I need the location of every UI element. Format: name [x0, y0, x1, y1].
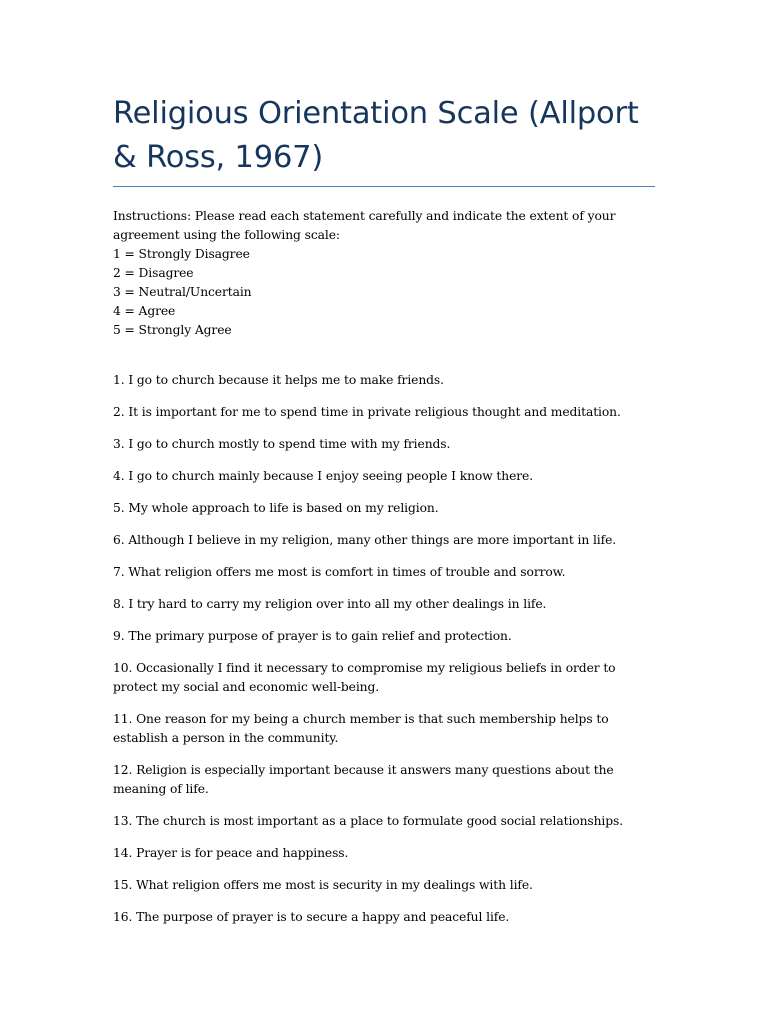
- statement-item: 9. The primary purpose of prayer is to gain relief and protection.: [113, 629, 512, 643]
- statement-item: 12. Religion is especially important because it answers many questions about the meaning of life.: [113, 763, 614, 796]
- statement-item: 11. One reason for my being a church member is that such membership helps to establish a person in the community.: [113, 712, 609, 745]
- title-underline: [113, 186, 655, 187]
- statement-item: 1. I go to church because it helps me to make friends.: [113, 373, 444, 387]
- instructions-block: [113, 207, 655, 340]
- scale-option: 4 = Agree: [113, 304, 176, 318]
- scale-option: 1 = Strongly Disagree: [113, 247, 250, 261]
- statement-item: 8. I try hard to carry my religion over into all my other dealings in life.: [113, 597, 547, 611]
- statement-item: 6. Although I believe in my religion, many other things are more important in life.: [113, 533, 617, 547]
- statement-item: 7. What religion offers me most is comfort in times of trouble and sorrow.: [113, 565, 566, 579]
- document-title: Religious Orientation Scale (Allport & Ross, 1967): [113, 96, 639, 175]
- statement-list: [113, 371, 655, 927]
- instructions-line: agreement using the following scale:: [113, 228, 340, 242]
- statement-item: 10. Occasionally I find it necessary to compromise my religious beliefs in order to protect my social and economic well-being.: [113, 661, 616, 694]
- document-page: [113, 92, 655, 940]
- statement-item: 3. I go to church mostly to spend time with my friends.: [113, 437, 451, 451]
- statement-item: 15. What religion offers me most is security in my dealings with life.: [113, 878, 533, 892]
- statement-item: 13. The church is most important as a place to formulate good social relationships.: [113, 814, 624, 828]
- statement-item: 2. It is important for me to spend time in private religious thought and meditation.: [113, 405, 621, 419]
- instructions-line: Instructions: Please read each statement carefully and indicate the extent of your: [113, 209, 616, 223]
- statement-item: 5. My whole approach to life is based on my religion.: [113, 501, 439, 515]
- statement-item: 16. The purpose of prayer is to secure a happy and peaceful life.: [113, 910, 510, 924]
- statement-item: 14. Prayer is for peace and happiness.: [113, 846, 349, 860]
- scale-option: 5 = Strongly Agree: [113, 323, 232, 337]
- scale-option: 3 = Neutral/Uncertain: [113, 285, 252, 299]
- scale-option: 2 = Disagree: [113, 266, 194, 280]
- statement-item: 4. I go to church mainly because I enjoy seeing people I know there.: [113, 469, 534, 483]
